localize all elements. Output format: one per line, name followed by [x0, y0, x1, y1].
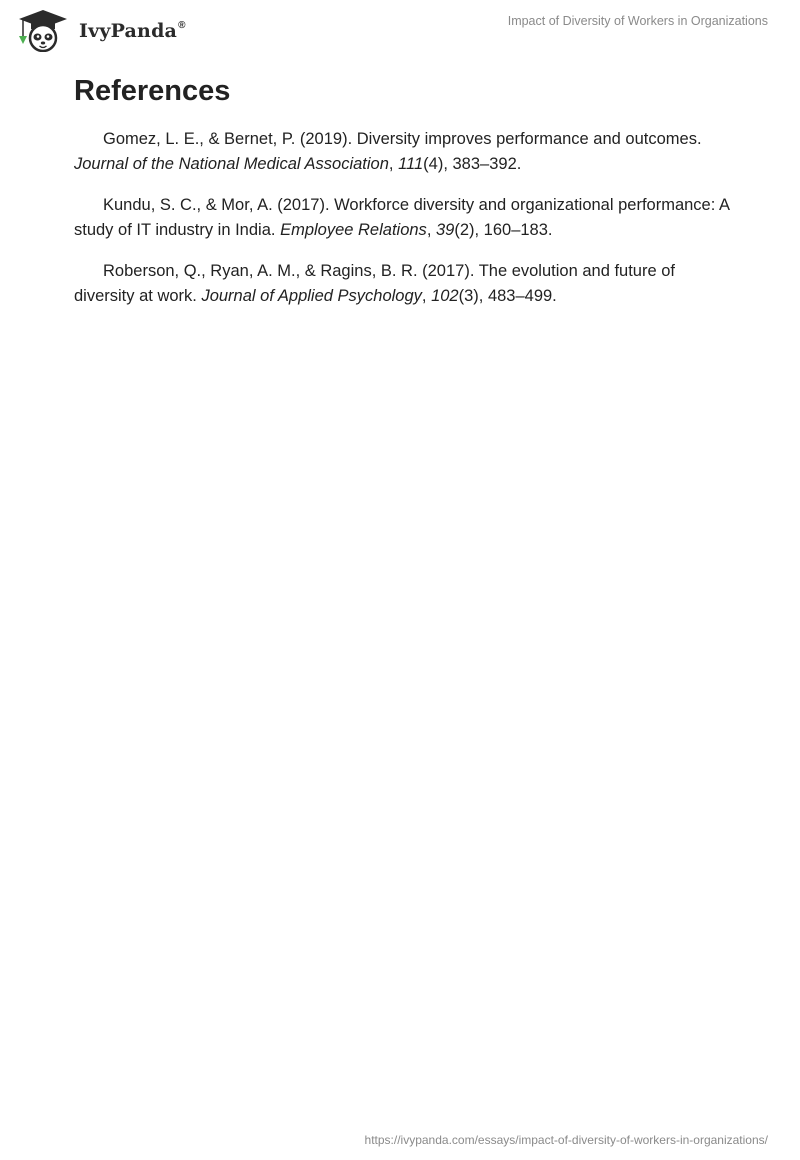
footer-source-link[interactable]: https://ivypanda.com/essays/impact-of-diversity-of-workers-in-organizations/	[364, 1133, 768, 1147]
reference-volume: 111	[398, 155, 424, 173]
document-title: Impact of Diversity of Workers in Organizations	[507, 14, 768, 28]
reference-volume: 102	[431, 287, 459, 305]
reference-pages: (3), 483–499.	[458, 287, 557, 305]
reference-authors: Roberson, Q., Ryan, A. M., & Ragins, B. R. (2017). The evolution and future of diversity at work.	[74, 262, 675, 305]
reference-journal: Journal of the National Medical Association	[74, 155, 389, 173]
reference-authors: Gomez, L. E., & Bernet, P. (2019). Diversity improves performance and outcomes.	[103, 130, 702, 148]
reference-separator: ,	[421, 287, 432, 305]
page-title: References	[74, 75, 231, 107]
reference-journal: Journal of Applied Psychology	[201, 287, 422, 305]
reference-pages: (4), 383–392.	[423, 155, 522, 173]
reference-pages: (2), 160–183.	[454, 221, 553, 239]
brand-logo[interactable]	[15, 8, 186, 52]
reference-volume: 39	[435, 221, 455, 239]
references-section	[74, 72, 734, 325]
reference-entry	[74, 127, 734, 177]
registered-mark: ®	[178, 19, 186, 31]
reference-separator: ,	[426, 221, 436, 239]
page-header	[0, 0, 800, 60]
reference-authors: Kundu, S. C., & Mor, A. (2017). Workforce diversity and organizational performance: A study of IT industry in India.	[74, 196, 730, 239]
panda-graduation-cap-logo-icon	[15, 8, 73, 52]
reference-separator: ,	[388, 155, 399, 173]
reference-entry	[74, 259, 734, 309]
reference-entry	[74, 193, 734, 243]
reference-journal: Employee Relations	[280, 221, 427, 239]
brand-name: IvyPanda®	[79, 19, 186, 42]
